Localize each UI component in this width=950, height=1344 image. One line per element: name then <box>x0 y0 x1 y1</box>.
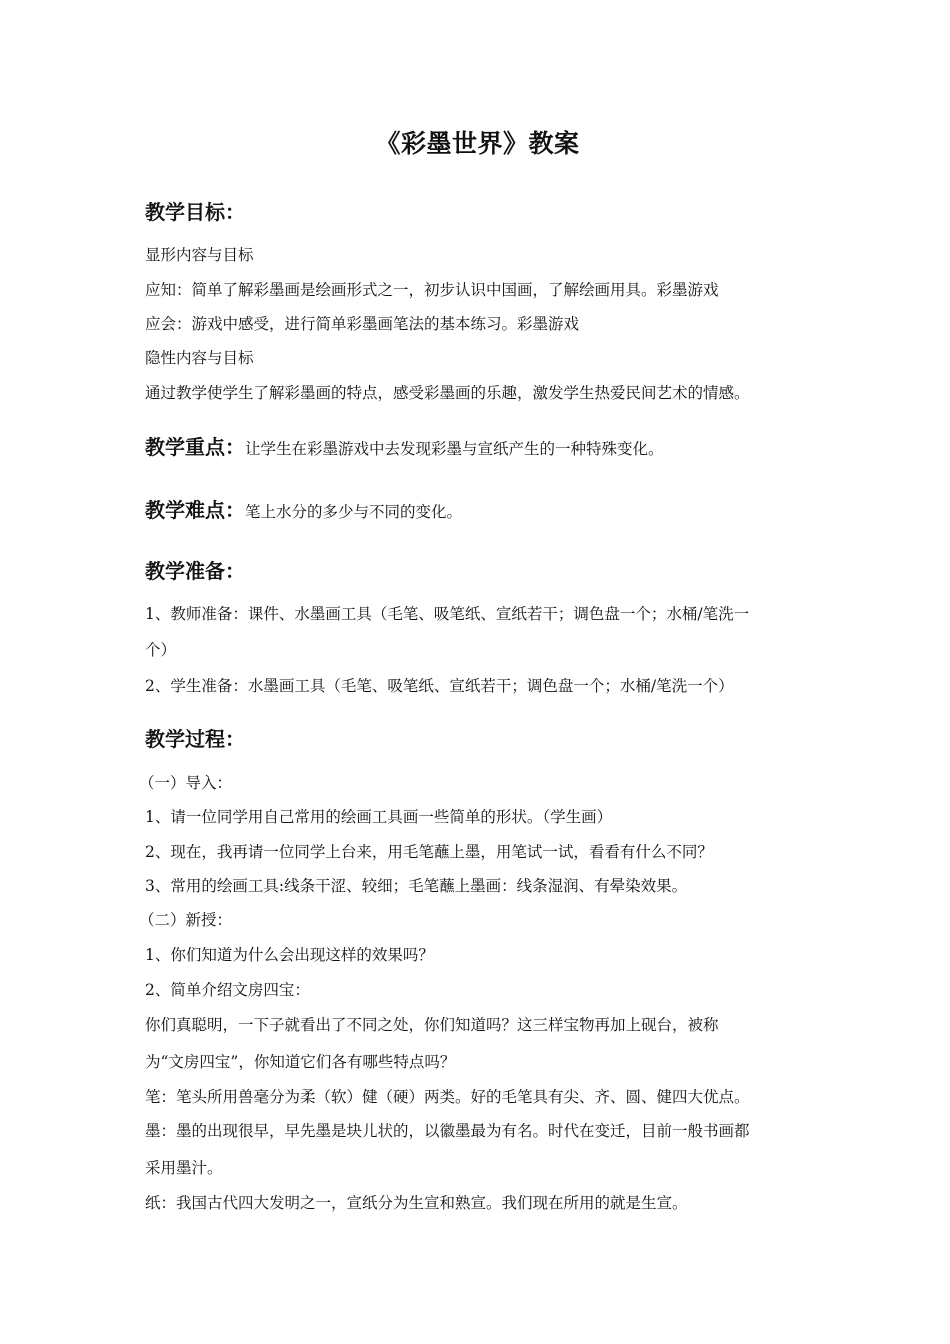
preparation-line: 1、教师准备：课件、水墨画工具（毛笔、吸笔纸、宣纸若干；调色盘一个；水桶/笔洗一 <box>145 605 750 623</box>
process-line: 1、请一位同学用自己常用的绘画工具画一些简单的形状。（学生画） <box>145 808 613 826</box>
difficulty-heading: 教学难点： <box>145 498 245 522</box>
objectives-line: 应会：游戏中感受，进行简单彩墨画笔法的基本练习。彩墨游戏 <box>145 315 580 333</box>
preparation-line: 2、学生准备：水墨画工具（毛笔、吸笔纸、宣纸若干；调色盘一个；水桶/笔洗一个） <box>145 677 734 695</box>
difficulty-text: 笔上水分的多少与不同的变化。 <box>245 503 463 521</box>
process-line: （二）新授： <box>139 911 233 929</box>
process-line: 1、你们知道为什么会出现这样的效果吗？ <box>145 946 434 964</box>
key-point-text: 让学生在彩墨游戏中去发现彩墨与宣纸产生的一种特殊变化。 <box>245 440 664 458</box>
process-line: 2、现在，我再请一位同学上台来，用毛笔蘸上墨，用笔试一试，看看有什么不同？ <box>145 843 713 861</box>
process-line: 3、常用的绘画工具:线条干涩、较细；毛笔蘸上墨画：线条湿润、有晕染效果。 <box>145 877 688 895</box>
process-line: 2、简单介绍文房四宝： <box>145 981 310 999</box>
objectives-heading: 教学目标： <box>145 200 245 224</box>
process-line: 采用墨汁。 <box>145 1159 223 1177</box>
process-line: 笔：笔头所用兽毫分为柔（软）健（硬）两类。好的毛笔具有尖、齐、圆、健四大优点。 <box>145 1088 750 1106</box>
objectives-line: 应知：简单了解彩墨画是绘画形式之一，初步认识中国画，了解绘画用具。彩墨游戏 <box>145 281 719 299</box>
process-line: 为“文房四宝”，你知道它们各有哪些特点吗？ <box>145 1053 456 1071</box>
process-line: （一）导入： <box>139 774 233 792</box>
preparation-line: 个） <box>145 641 177 659</box>
objectives-line: 隐性内容与目标 <box>145 349 254 367</box>
key-point-heading: 教学重点： <box>145 435 245 459</box>
process-line: 墨：墨的出现很早，早先墨是块儿状的，以徽墨最为有名。时代在变迁，目前一般书画都 <box>145 1122 750 1140</box>
objectives-line: 显形内容与目标 <box>145 246 254 264</box>
process-line: 纸：我国古代四大发明之一，宣纸分为生宣和熟宣。我们现在所用的就是生宣。 <box>145 1194 688 1212</box>
process-heading: 教学过程： <box>145 727 245 751</box>
difficulty-row <box>145 494 462 523</box>
objectives-line: 通过教学使学生了解彩墨画的特点，感受彩墨画的乐趣，激发学生热爱民间艺术的情感。 <box>145 384 750 402</box>
document-title: 《彩墨世界》教案 <box>375 129 580 158</box>
key-point-row <box>145 431 664 460</box>
process-line: 你们真聪明，一下子就看出了不同之处，你们知道吗？这三样宝物再加上砚台，被称 <box>145 1016 719 1034</box>
preparation-heading: 教学准备： <box>145 559 245 583</box>
